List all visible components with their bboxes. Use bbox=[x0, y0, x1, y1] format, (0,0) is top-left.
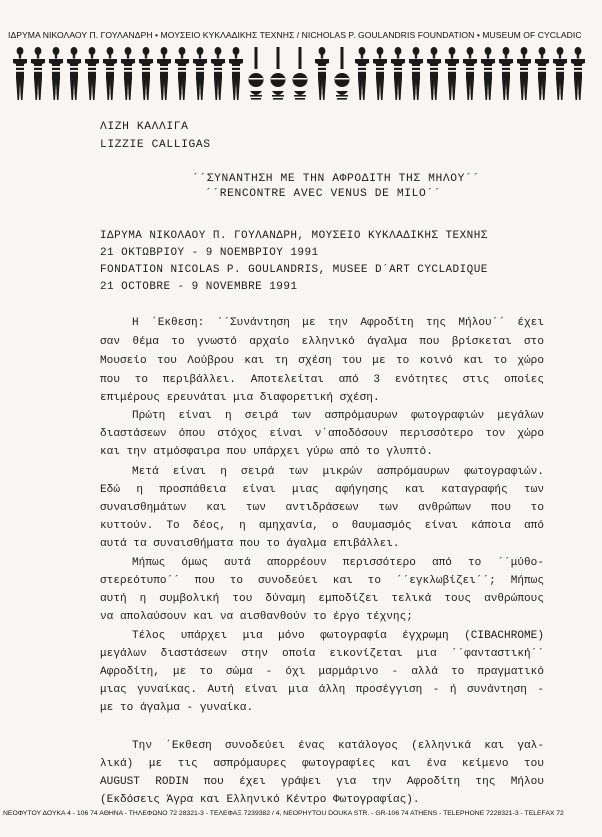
body-text-line: Εδώ η προσπάθεια είναι μιας αφήγησης και καταγραφής των bbox=[100, 484, 544, 496]
body-text-line: επιμέρους ερευνάται μια διαφορετική σχέση. bbox=[100, 392, 380, 404]
body-text-line: Την ΄Εκθεση συνοδεύει ένας κατάλογος (ελληνικά και γαλ- bbox=[132, 740, 544, 752]
venue-line: 21 OCTOBRE - 9 NOVEMBRE 1991 bbox=[100, 281, 298, 293]
body-text-line: που το περιβάλλει. Αποτελείται από 3 ενότητες στις οποίες bbox=[100, 374, 544, 386]
footer-address: ΝΕΟΦΥΤΟΥ ΔΟΥΚΑ 4 - 106 74 ΑΘΗΝΑ - ΤΗΛΕΦΩΝΟ 72 28321-3 - ΤΕΛΕΦΑΞ 7239382 / 4, NEOPHYTOU DOUKA STR. - GR-106 74 ATHENS - TELEPHONE 7228321-3 - TELEFAX 72 bbox=[3, 810, 564, 817]
body-text-line: διαστάσεων όπου στόχος είναι ν΄αποδόσουν περισσότερο τον χώρο bbox=[100, 428, 544, 440]
exhibition-title-french: ´´RENCONTRE AVEC VENUS DE MILO´´ bbox=[205, 188, 442, 200]
body-text-line: μεγάλων διαστάσεων στην οποία εικονίζεται μια ´´φανταστική´´ bbox=[100, 648, 544, 660]
venue-line: FONDATION NICOLAS P. GOULANDRIS, MUSEE D´ART CYCLADIQUE bbox=[100, 264, 488, 276]
body-text-line: Μετά είναι η σειρά των μικρών ασπρόμαυρων φωτογραφιών. bbox=[132, 466, 544, 478]
body-text-line: αυτά τα συναισθήματα που το άγαλμα επιβάλλει. bbox=[100, 538, 400, 550]
body-text-line: Πρώτη είναι η σειρά των ασπρόμαυρων φωτογραφιών μεγάλων bbox=[132, 410, 544, 422]
body-text-line: αυτή η συμβολική του δύναμη εμποδίζει τελικά τους ανθρώπους bbox=[100, 593, 544, 605]
author-name-latin: LIZZIE CALLIGAS bbox=[100, 139, 211, 151]
body-text-line: Τέλος υπάρχει μια μόνο φωτογραφία έγχρωμη (CIBACHROME) bbox=[132, 630, 544, 642]
letterhead: ΙΔΡΥΜΑ ΝΙΚΟΛΑΟΥ Π. ΓΟΥΛΑΝΔΡΗ • ΜΟΥΣΕΙΟ ΚΥΚΛΑΔΙΚΗΣ ΤΕΧΝΗΣ / NICHOLAS P. GOULANDRIS FOUNDATION • MUSEUM OF CYCLADIC bbox=[8, 30, 582, 40]
author-name-greek: ΛΙΖΗ ΚΑΛΛΙΓΑ bbox=[100, 121, 189, 133]
body-text-line: σαν θέμα το γνωστό αρχαίο ελληνικό άγαλμα που βρίσκεται στο bbox=[100, 336, 544, 348]
body-text-line: Μουσείο του Λούβρου και τη σχέση του με το κοινό και το χώρο bbox=[100, 355, 544, 367]
body-text-line: AUGUST RODIN που έχει γράψει για την Αφροδίτη της Μήλου bbox=[100, 776, 544, 788]
body-text-line: συναισθημάτων και των αντιδράσεων των ανθρώπων που το bbox=[100, 502, 544, 514]
body-text-line: (Εκδόσεις Άγρα και Ελληνικό Κέντρο Φωτογραφίας). bbox=[100, 794, 420, 806]
venue-line: 21 ΟΚΤΩΒΡΙΟΥ - 9 ΝΟΕΜΒΡΙΟΥ 1991 bbox=[100, 247, 319, 259]
body-text-line: μιας γυναίκας. Αυτή είναι μια άλλη προσέγγιση - ή συνάντηση - bbox=[100, 684, 544, 696]
cycladic-figurines-frieze-logo bbox=[12, 47, 602, 111]
body-text-line: κυττούν. Το δέος, η αμηχανία, ο θαυμασμός είναι κάποια από bbox=[100, 520, 544, 532]
body-text-line: λικά) με τις ασπρόμαυρες φωτογραφίες και ένα κείμενο του bbox=[100, 758, 544, 770]
body-text-line: στερεότυπο´´ που το συνοδεύει και το ´´εγκλωβίζει´´; Μήπως bbox=[100, 575, 544, 587]
body-text-line: Μήπως όμως αυτά απορρέουν περισσότερο από το ´´μύθο- bbox=[132, 557, 544, 569]
exhibition-title-greek: ´´ΣΥΝΑΝΤΗΣΗ ΜΕ ΤΗΝ ΑΦΡΟΔΙΤΗ ΤΗΣ ΜΗΛΟΥ´´ bbox=[192, 173, 480, 185]
body-text-line: Αφροδίτη, με το σώμα - όχι μαρμάρινο - αλλά το πραγματικό bbox=[100, 666, 544, 678]
body-text-line: Η ΄Εκθεση: ´´Συνάντηση με την Αφροδίτη της Μήλου´´ έχει bbox=[132, 317, 544, 329]
venue-line: ΙΔΡΥΜΑ ΝΙΚΟΛΑΟΥ Π. ΓΟΥΛΑΝΔΡΗ, ΜΟΥΣΕΙΟ ΚΥΚΛΑΔΙΚΗΣ ΤΕΧΝΗΣ bbox=[100, 230, 488, 242]
body-text-line: με το άγαλμα - γυναίκα. bbox=[100, 702, 254, 714]
body-text-line: να απολαύσουν και να αισθανθούν το έργο τέχνης; bbox=[100, 611, 413, 623]
body-text-line: και την ατμόσφαιρα που υπάρχει γύρω από το γλυπτό. bbox=[100, 446, 433, 458]
